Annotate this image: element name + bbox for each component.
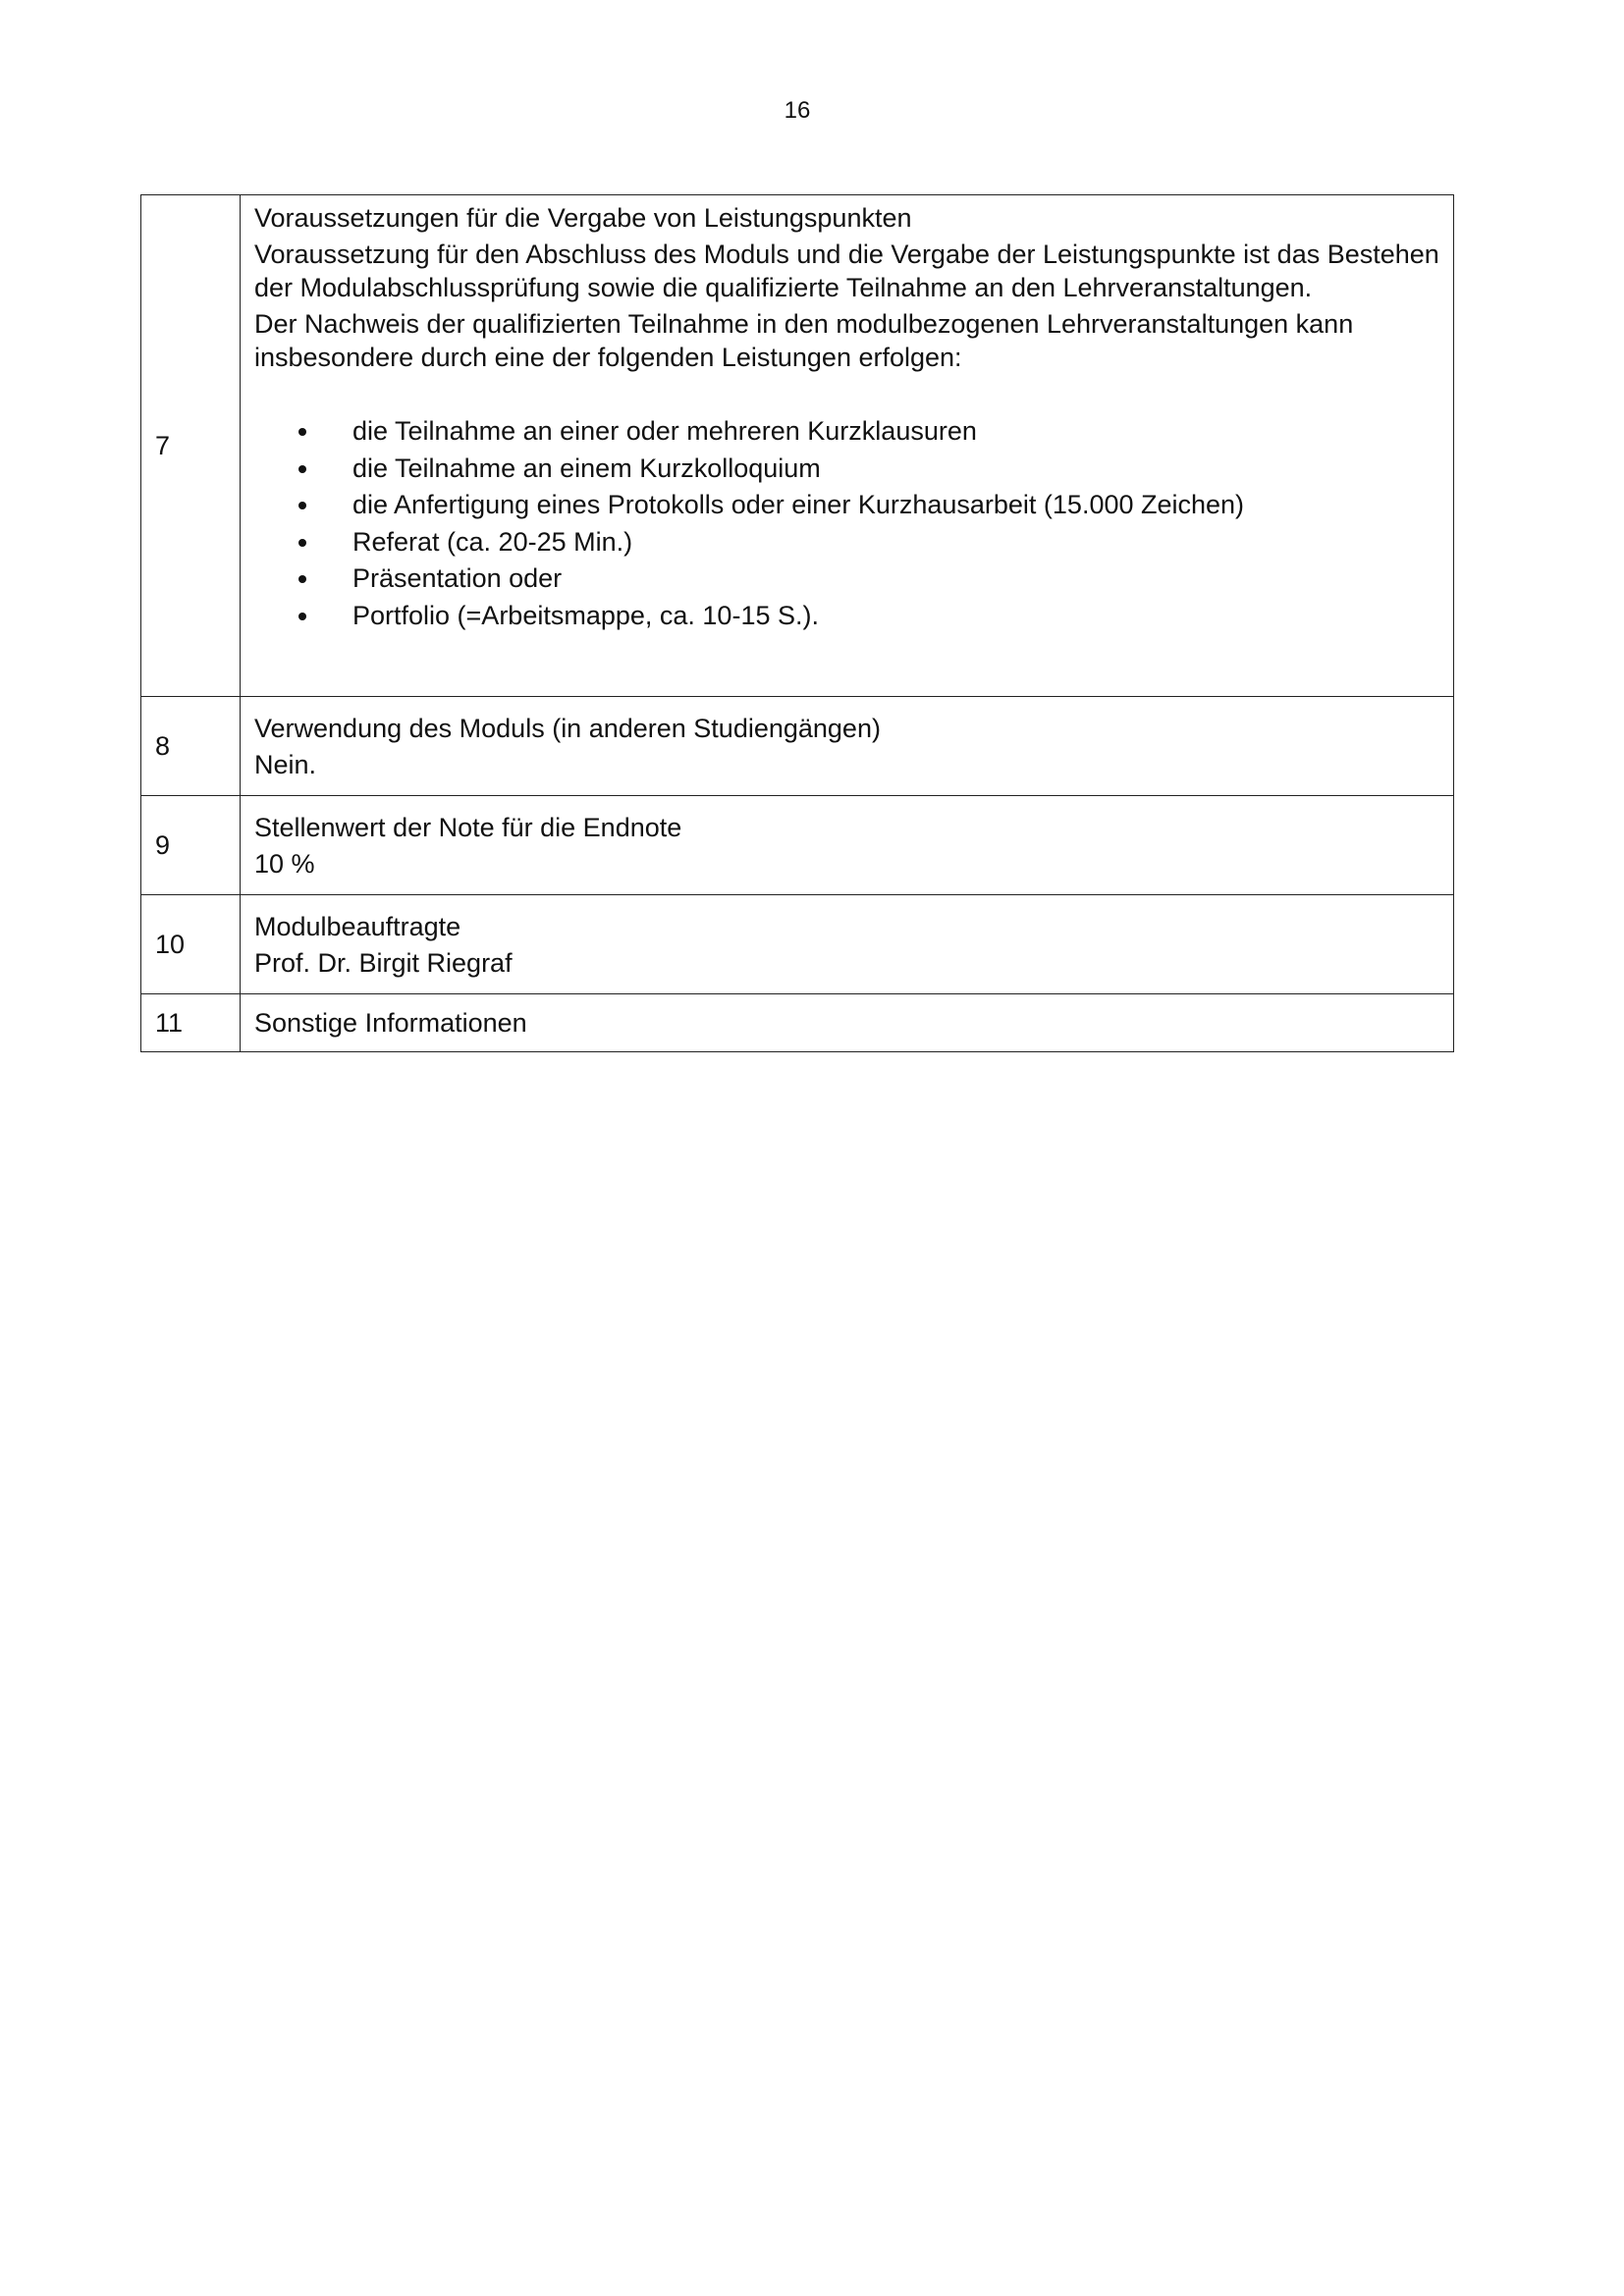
row-title: Sonstige Informationen <box>254 1008 527 1038</box>
row-number: 7 <box>141 195 241 697</box>
table-row <box>141 796 1454 895</box>
row-content <box>241 195 1454 697</box>
bullet-icon <box>298 428 306 436</box>
list-item <box>298 524 1439 561</box>
page-number: 16 <box>784 97 811 124</box>
table-row <box>141 895 1454 994</box>
list-item-text: Referat (ca. 20-25 Min.) <box>352 526 633 557</box>
list-item-text: die Teilnahme an einem Kurzkolloquium <box>352 453 821 483</box>
list-item-text: Präsentation oder <box>352 563 563 593</box>
list-item-text: die Teilnahme an einer oder mehreren Kurzklausuren <box>352 416 977 446</box>
bullet-icon <box>298 465 306 473</box>
row-value: 10 % <box>254 848 315 879</box>
list-item <box>298 451 1439 488</box>
list-item <box>298 598 1439 635</box>
bullet-icon <box>298 502 306 509</box>
row-number: 10 <box>141 895 241 994</box>
row-content <box>241 994 1454 1052</box>
row-number: 11 <box>141 994 241 1052</box>
row-title: Voraussetzungen für die Vergabe von Leistungspunkten <box>254 203 912 233</box>
list-item-text: Portfolio (=Arbeitsmappe, ca. 10-15 S.). <box>352 600 819 630</box>
row-number: 8 <box>141 697 241 796</box>
list-item-text: die Anfertigung eines Protokolls oder einer Kurzhausarbeit (15.000 Zeichen) <box>352 490 1245 519</box>
module-description-table <box>140 194 1454 1052</box>
bullet-icon <box>298 613 306 620</box>
list-item <box>298 561 1439 598</box>
row-paragraph: Voraussetzung für den Abschluss des Moduls und die Vergabe der Leistungspunkte ist das Bestehen der Modulabschlussprüfung sowie die qualifizierte Teilnahme an den Lehrveranstaltungen. <box>254 240 1439 302</box>
row-number: 9 <box>141 796 241 895</box>
bullet-icon <box>298 539 306 547</box>
bullet-icon <box>298 575 306 583</box>
list-item <box>298 487 1439 524</box>
row-content <box>241 796 1454 895</box>
table-row <box>141 195 1454 697</box>
row-content <box>241 895 1454 994</box>
table-row <box>141 697 1454 796</box>
row-title: Modulbeauftragte <box>254 911 461 941</box>
row-value: Prof. Dr. Birgit Riegraf <box>254 947 513 978</box>
table-row <box>141 994 1454 1052</box>
list-item <box>298 413 1439 451</box>
row-value: Nein. <box>254 749 317 779</box>
row-paragraph: Der Nachweis der qualifizierten Teilnahme in den modulbezogenen Lehrveranstaltungen kann insbesondere durch eine der folgenden Leistungen erfolgen: <box>254 309 1354 372</box>
row-title: Verwendung des Moduls (in anderen Studiengängen) <box>254 713 881 743</box>
row-title: Stellenwert der Note für die Endnote <box>254 812 682 842</box>
row-content <box>241 697 1454 796</box>
bullet-list <box>254 413 1439 634</box>
